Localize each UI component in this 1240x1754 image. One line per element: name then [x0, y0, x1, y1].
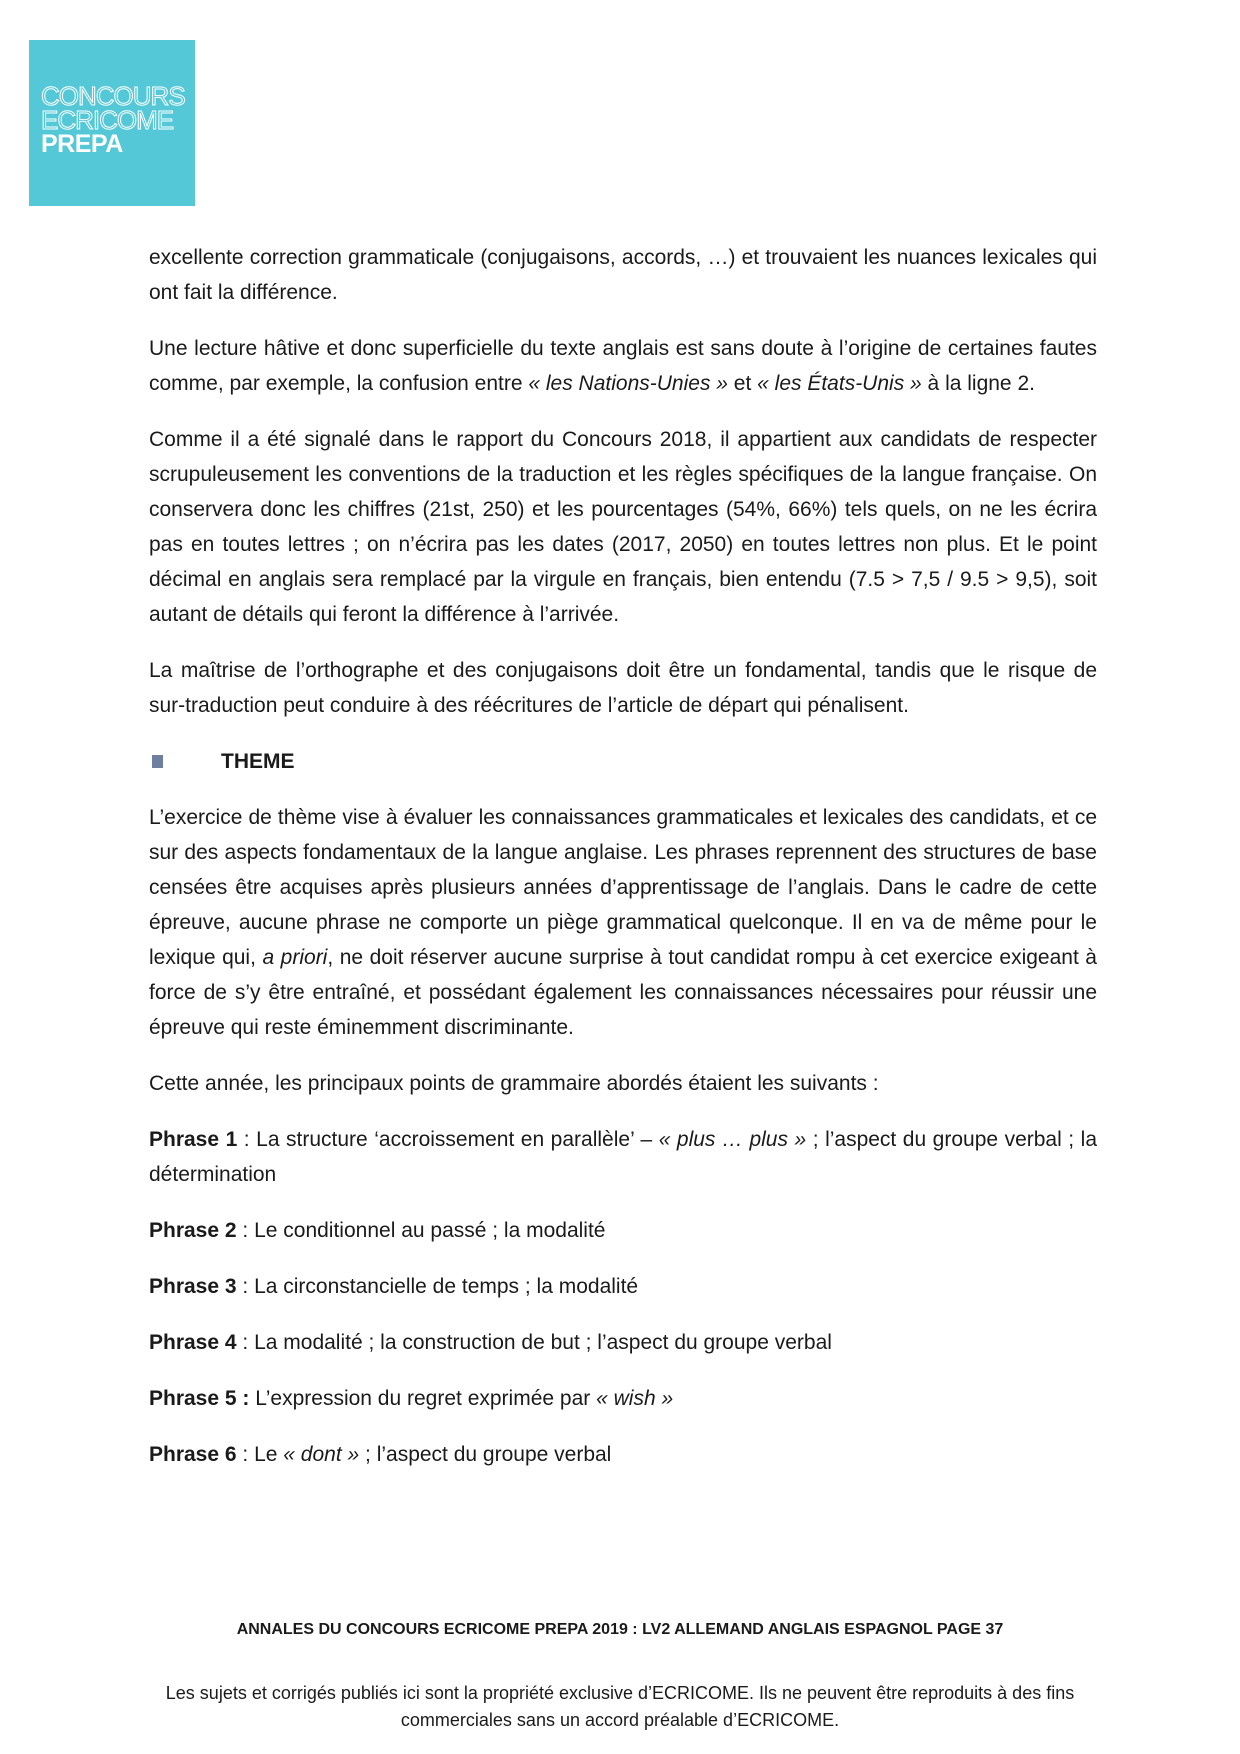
paragraph-lecture: Une lecture hâtive et donc superficielle du texte anglais est sans doute à l’origine de certaines fautes comme, par exemple, la confusion entre « les Nations-Unies » et « les États-Unis » à la ligne 2.: [149, 337, 1097, 395]
paragraph-maitrise: La maîtrise de l’orthographe et des conjugaisons doit être un fondamental, tandis que le risque de sur-traduction peut conduire à des réécritures de l’article de départ qui pénalisent.: [149, 659, 1097, 717]
phrase-item: Phrase 2 : Le conditionnel au passé ; la modalité: [149, 1219, 606, 1242]
paragraph-grammar-intro: Cette année, les principaux points de grammaire abordés étaient les suivants :: [149, 1072, 879, 1095]
phrase-item: Phrase 3 : La circonstancielle de temps ; la modalité: [149, 1275, 639, 1298]
section-heading-text: THEME: [221, 750, 295, 773]
ecricome-logo: [29, 40, 195, 206]
paragraph-theme-exercice: L’exercice de thème vise à évaluer les connaissances grammaticales et lexicales des candidats, et ce sur des aspects fondamentaux de la langue anglaise. Les phrases reprennent des structures de base censées être acquises après plusieurs années d’apprentissage de l’anglais. Dans le cadre de cette épreuve, aucune phrase ne comporte un piège grammatical quelconque. Il en va de même pour le lexique qui, a priori, ne doit réserver aucune surprise à tout candidat rompu à cet exercice exigeant à force de s’y être entraîné, et possédant également les connaissances nécessaires pour réussir une épreuve qui reste éminemment discriminante.: [149, 806, 1097, 1039]
paragraph-conventions: Comme il a été signalé dans le rapport du Concours 2018, il appartient aux candidats de respecter scrupuleusement les conventions de la traduction et les règles spécifiques de la langue française. On conservera donc les chiffres (21st, 250) et les pourcentages (54%, 66%) tels quels, on ne les écrira pas en toutes lettres ; on n’écrira pas les dates (2017, 2050) en toutes lettres non plus. Et le point décimal en anglais sera remplacé par la virgule en français, bien entendu (7.5 > 7,5 / 9.5 > 9,5), soit autant de détails qui feront la différence à l’arrivée.: [149, 428, 1097, 626]
phrase-item: Phrase 5 : L’expression du regret exprimée par « wish »: [149, 1387, 674, 1410]
footer-page-title: ANNALES DU CONCOURS ECRICOME PREPA 2019 : LV2 ALLEMAND ANGLAIS ESPAGNOL PAGE 37: [236, 1621, 1004, 1638]
phrase-item: Phrase 1 : La structure ‘accroissement en parallèle’ – « plus … plus » ; l’aspect du groupe verbal ; la détermination: [149, 1128, 1097, 1186]
logo-line-ecricome: ECRICOME: [41, 105, 174, 135]
logo-line-concours: CONCOURS: [41, 81, 185, 111]
paragraph-intro: excellente correction grammaticale (conjugaisons, accords, …) et trouvaient les nuances lexicales qui ont fait la différence.: [149, 246, 1097, 304]
document-body: [149, 240, 1097, 1493]
phrase-item: Phrase 4 : La modalité ; la construction de but ; l’aspect du groupe verbal: [149, 1331, 832, 1354]
logo-line-prepa: PREPA: [41, 130, 123, 158]
phrase-item: Phrase 6 : Le « dont » ; l’aspect du groupe verbal: [149, 1443, 612, 1466]
section-heading-theme: [149, 744, 1097, 779]
square-bullet-icon: [152, 755, 163, 768]
footer-copyright-note: Les sujets et corrigés publiés ici sont la propriété exclusive d’ECRICOME. Ils ne peuvent être reproduits à des fins commerciales sans un accord préalable d’ECRICOME.: [165, 1683, 1075, 1730]
